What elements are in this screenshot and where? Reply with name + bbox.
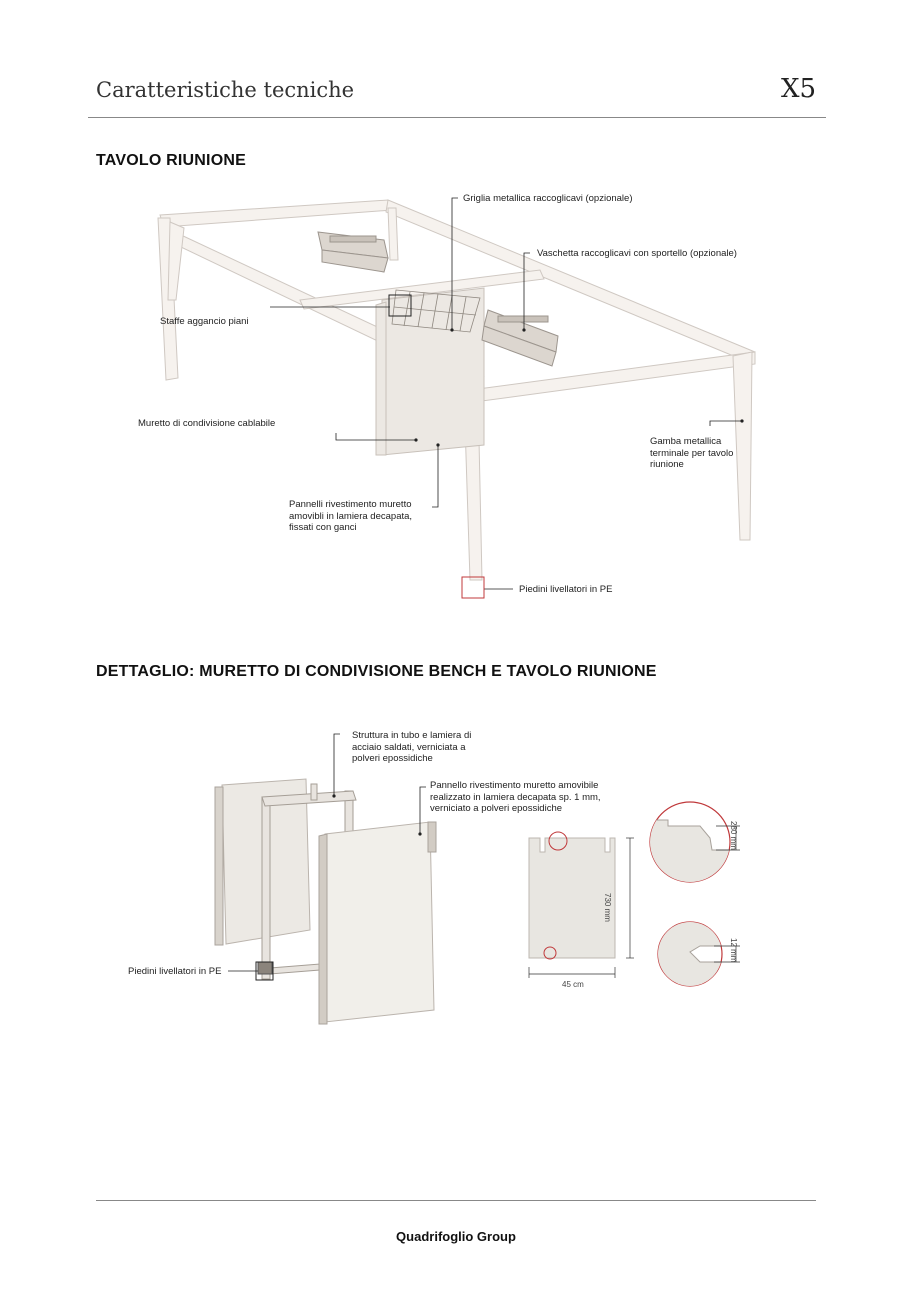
footer-brand: Quadrifoglio Group bbox=[396, 1229, 516, 1244]
label-pannelli-line1: Pannelli rivestimento muretto bbox=[289, 499, 412, 510]
dimension-notch-top: 280 mm bbox=[729, 821, 738, 850]
label-gamba-line2: terminale per tavolo bbox=[650, 447, 734, 459]
label-gamba-line3: riunione bbox=[650, 459, 684, 470]
notch-zoom-bottom bbox=[650, 920, 740, 990]
dimension-notch-bottom: 12 mm bbox=[729, 938, 738, 963]
label-struttura-line1: Struttura in tubo e lamiera di bbox=[352, 730, 472, 741]
dimension-width: 45 cm bbox=[562, 980, 584, 989]
dimension-height: 730 mm bbox=[603, 893, 612, 922]
label-piedini-detail: Piedini livellatori in PE bbox=[128, 966, 222, 977]
label-piedini: Piedini livellatori in PE bbox=[519, 584, 613, 595]
section-title-dettaglio: DETTAGLIO: MURETTO DI CONDIVISIONE BENCH E TAVOLO RIUNIONE bbox=[96, 663, 657, 680]
label-vaschetta: Vaschetta raccoglicavi con sportello (opzionale) bbox=[537, 248, 737, 259]
label-pannelli bbox=[289, 499, 412, 534]
label-pannello-line3: verniciato a polveri epossidiche bbox=[430, 803, 563, 814]
label-pannello-line2: realizzato in lamiera decapata sp. 1 mm, bbox=[430, 791, 601, 803]
label-pannelli-line3: fissati con ganci bbox=[289, 522, 357, 533]
cable-tray-right bbox=[482, 310, 558, 366]
page-title: Caratteristiche tecniche bbox=[96, 78, 355, 102]
label-griglia: Griglia metallica raccoglicavi (opzionale) bbox=[463, 193, 633, 204]
label-struttura-line3: polveri epossidiche bbox=[352, 753, 433, 764]
label-pannello-line1: Pannello rivestimento muretto amovibile bbox=[430, 780, 599, 791]
label-pannello bbox=[430, 780, 601, 815]
label-struttura-line2: acciaio saldati, verniciata a bbox=[352, 741, 466, 753]
cable-tray-left bbox=[318, 232, 388, 272]
label-struttura bbox=[352, 730, 471, 765]
section-title-tavolo-riunione: TAVOLO RIUNIONE bbox=[96, 152, 246, 169]
footer-divider bbox=[96, 1200, 816, 1201]
label-gamba bbox=[650, 436, 733, 471]
label-gamba-line1: Gamba metallica bbox=[650, 436, 722, 447]
partition-wall bbox=[376, 288, 484, 455]
product-code: X5 bbox=[780, 74, 816, 104]
notch-zoom-top bbox=[640, 802, 740, 900]
label-pannelli-line2: amovibli in lamiera decapata, bbox=[289, 510, 413, 522]
label-staffe: Staffe aggancio piani bbox=[160, 316, 249, 327]
label-muretto: Muretto di condivisione cablabile bbox=[138, 418, 276, 429]
partition-exploded-illustration bbox=[215, 779, 436, 1024]
